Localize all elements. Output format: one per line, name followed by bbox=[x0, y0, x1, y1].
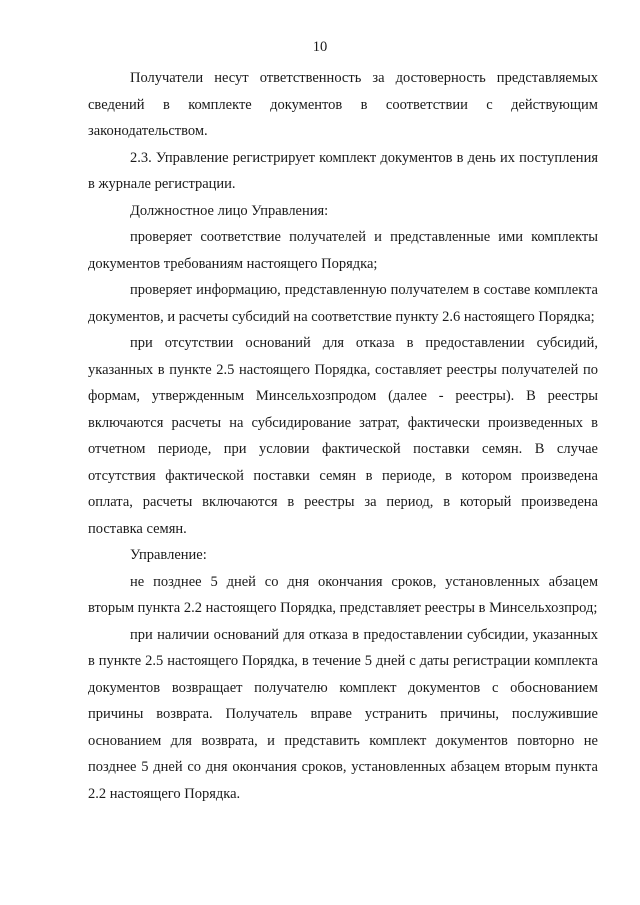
paragraph-department-heading: Управление: bbox=[130, 547, 207, 563]
paragraph-checks-information: проверяет информацию, представленную получателем в составе комплекта документов, и расчеты субсидий на соответствие пункту 2.6 настоящего Порядка; bbox=[88, 282, 598, 325]
page-number: 10 bbox=[312, 39, 328, 55]
paragraph-checks-compliance: проверяет соответствие получателей и представленные ими комплекты документов требованиям настоящего Порядка; bbox=[88, 229, 598, 272]
paragraph-recipients-responsibility: Получатели несут ответственность за достоверность представляемых сведений в комплекте документов в соответствии с действующим законодательством. bbox=[88, 70, 598, 139]
paragraph-official-heading: Должностное лицо Управления: bbox=[130, 202, 329, 219]
paragraph-2-3-registration: 2.3. Управление регистрирует комплект документов в день их поступления в журнале регистрации. bbox=[88, 149, 598, 192]
paragraph-compiles-registers: при отсутствии оснований для отказа в предоставлении субсидий, указанных в пункте 2.5 настоящего Порядка, составляет реестры получателей по формам, утвержденным Минсельхозпродом (далее - реестры). В реестры включаются расчеты на субсидирование затрат, фактически произведенных в отчетном периоде, при условии фактической поставки семян. В случае отсутствия фактической поставки семян в периоде, в котором произведена оплата, расчеты включаются в реестры за период, в который произведена поставка семян. bbox=[88, 335, 598, 537]
paragraph-submits-registers: не позднее 5 дней со дня окончания сроков, установленных абзацем вторым пункта 2.2 настоящего Порядка, представляет реестры в Минсельхозпрод; bbox=[88, 573, 598, 616]
document-body bbox=[88, 65, 598, 807]
paragraph-returns-documents: при наличии оснований для отказа в предоставлении субсидии, указанных в пункте 2.5 настоящего Порядка, в течение 5 дней с даты регистрации комплекта документов возвращает получателю комплект документов с обоснованием причины возврата. Получатель вправе устранить причины, послужившие основанием для возврата, и представить комплект документов повторно не позднее 5 дней со дня окончания сроков, установленных абзацем вторым пункта 2.2 настоящего Порядка. bbox=[88, 626, 598, 802]
